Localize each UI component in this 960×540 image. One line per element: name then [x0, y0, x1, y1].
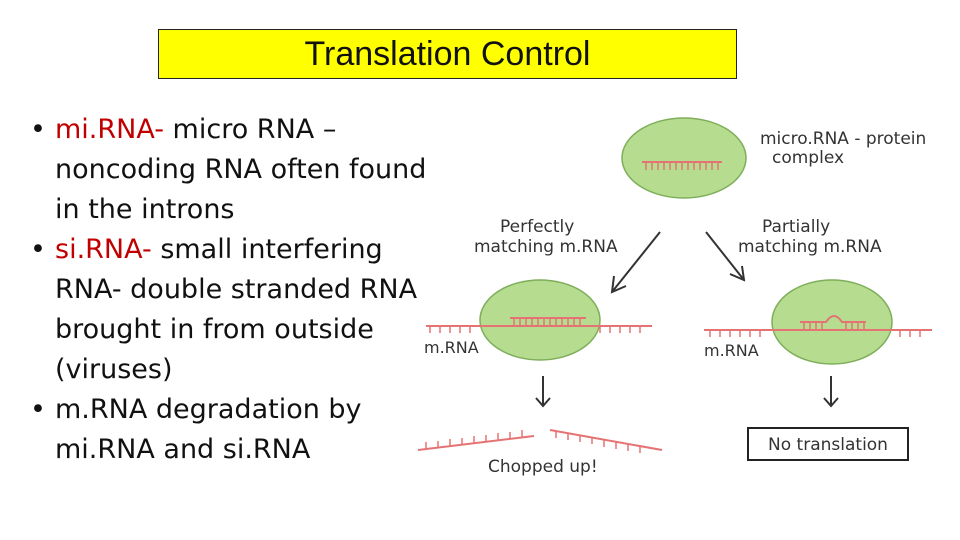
slide-title: Translation Control [304, 34, 591, 73]
mrna-label-right: m.RNA [704, 341, 759, 360]
protein-complex-left [480, 280, 600, 360]
bullet-term: si.RNA- [55, 234, 152, 265]
complex-label-2: complex [772, 148, 845, 168]
mrna-fragment-right [550, 430, 662, 450]
bullet-dot: • [30, 234, 46, 265]
arrow-left [612, 232, 660, 292]
arrow-down-left [536, 376, 550, 406]
bullet-dot: • [30, 394, 46, 425]
chopped-label: Chopped up! [488, 457, 598, 477]
perfect-label: Perfectly [500, 217, 575, 237]
protein-complex-top [622, 118, 746, 198]
bullet-text: m.RNA degradation by mi.RNA and si.RNA [55, 394, 362, 465]
mrna-fragment-left [418, 436, 534, 450]
bullet-term: mi.RNA- [55, 114, 164, 145]
fragment-bases-right [556, 431, 640, 453]
bullet-text: micro RNA – noncoding RNA often found in the introns [55, 114, 427, 225]
partial-label-2: matching m.RNA [738, 237, 882, 257]
arrow-down-right [824, 376, 838, 406]
protein-complex-right [772, 280, 892, 364]
partial-label: Partially [762, 217, 831, 237]
bullet-dot: • [30, 114, 46, 145]
bullet-text: small interfering RNA- double stranded RNA brought in from outside (viruses) [55, 234, 418, 385]
perfect-label-2: matching m.RNA [474, 237, 618, 257]
no-translation-label: No translation [768, 435, 888, 455]
complex-label: micro.RNA - protein [760, 129, 927, 149]
mrna-label-left: m.RNA [424, 338, 479, 357]
